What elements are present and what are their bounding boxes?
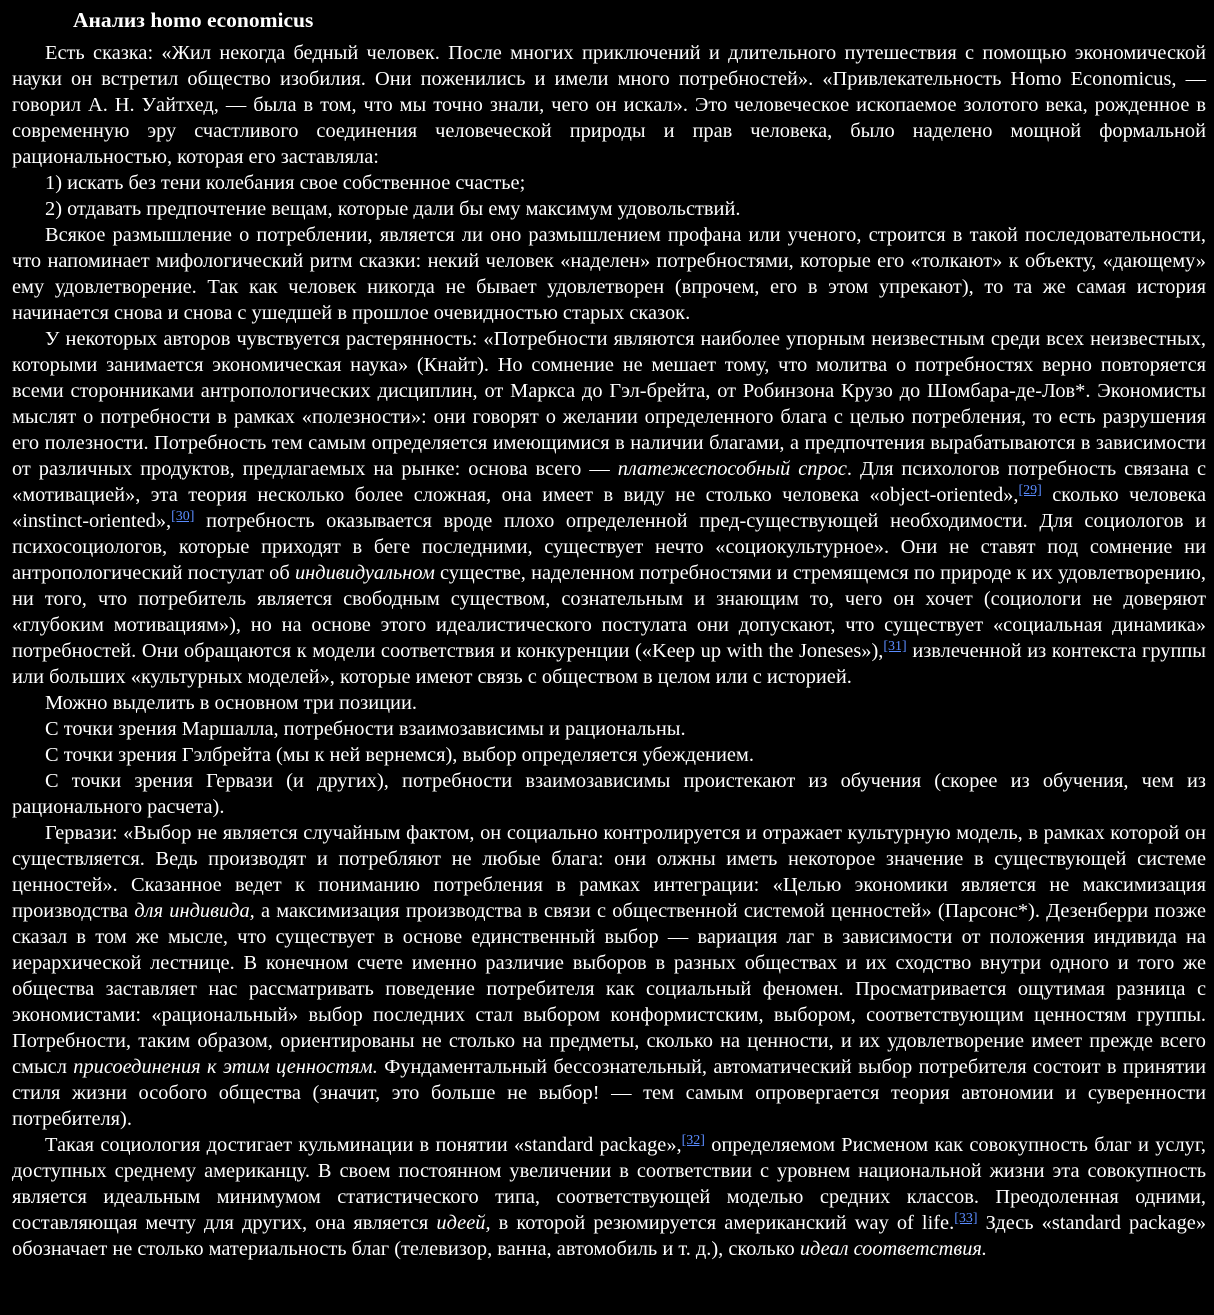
text-run: а максимизация производства в связи с общественной системой ценностей» (Парсонс*). Дезенберри позже сказал в том же мысле, что существует в основе единственный выбор — вариация лаг в зависимости от положения индивида на иерархической лестнице. В конечном счете именно различие выборов в разных обществах и их сходство внутри одного и того же общества заставляет нас рассматривать поведение потребителя как социальный феномен. Просматривается ощутимая разница с экономистами: «рациональный» выбор последних стал выбором конформистским, выбором, соответствующим ценностям группы. Потребности, таким образом, ориентированы не столько на предметы, сколько на ценности, и их удовлетворение имеет прежде всего смысл: [12, 900, 1207, 1078]
paragraph: [12, 742, 1206, 768]
footnote-ref: [682, 1133, 705, 1148]
italic-text: идеей,: [436, 1212, 491, 1234]
italic-text: присоединения к этим ценностям.: [73, 1056, 378, 1078]
text-run: 2) отдавать предпочтение вещам, которые дали бы ему максимум удовольствий.: [45, 198, 741, 220]
text-run: С точки зрения Маршалла, потребности взаимозависимы и рациональны.: [45, 718, 686, 740]
footnote-link[interactable]: [33]: [954, 1211, 978, 1226]
footnote-link[interactable]: [32]: [681, 1133, 705, 1148]
footnote-ref: [171, 509, 194, 524]
paragraph: [12, 1132, 1206, 1262]
text-run: Есть сказка: «Жил некогда бедный человек. После многих приключений и длительного путешествия с помощью экономической науки он встретил общество изобилия. Они поженились и имели много потребностей». «Привлекательность Homo Economicus, — говорил А. Н. Уайтхед, — была в том, что мы точно знали, чего он искал». Это человеческое ископаемое золотого века, рожденное в современную эру счастливого соединения человеческой природы и прав человека, было наделено мощной формальной рациональностью, которая его заставляла:: [12, 42, 1206, 168]
footnote-link[interactable]: [31]: [883, 639, 907, 654]
paragraph: [12, 768, 1206, 820]
italic-text: идеал соответствия.: [799, 1238, 987, 1260]
paragraph: [12, 196, 1206, 222]
footnote-link[interactable]: [30]: [171, 509, 195, 524]
text-run: Здесь «standard package» обозначает не столько материальность благ (телевизор, ванна, автомобиль и т. д.), сколько: [12, 1212, 1207, 1260]
text-run: сколько человека «instinct-oriented»,: [12, 484, 1206, 532]
text-run: С точки зрения Гервази (и других), потребности взаимозависимы проистекают из обучения (скорее из обучения, чем из рационального расчета).: [12, 770, 1206, 818]
footnote-ref: [1018, 483, 1041, 498]
text-run: определяемом Рисменом как совокупность благ и услуг, доступных среднему американцу. В своем постоянном увеличении в соответствии с уровнем национальной жизни эта совокупность является идеальным минимумом статистического типа, соответствующей моделью средних классов. Преодоленная одними, составляющая мечту для других, она является: [12, 1134, 1206, 1234]
paragraph: [12, 326, 1206, 690]
italic-text: индивидуальном: [294, 562, 435, 584]
text-run: потребность оказывается вроде плохо определенной пред-существующей необходимости. Для социологов и психосоциологов, которые приходят в беге последними, существует нечто «социокультурное». Они не ставят под сомнение ни антропологический постулат об: [12, 510, 1206, 584]
paragraph: [12, 40, 1206, 170]
text-run: С точки зрения Гэлбрейта (мы к ней вернемся), выбор определяется убеждением.: [45, 744, 754, 766]
paragraph: [12, 820, 1206, 1132]
text-run: Всякое размышление о потреблении, является ли оно размышлением профана или ученого, строится в такой последовательности, что напоминает мифологический ритм сказки: некий человек «наделен» потребностями, которые его «толкают» к объекту, «дающему» ему удовлетворение. Так как человек никогда не бывает удовлетворен (впрочем, его в этом упрекают), то та же самая история начинается снова и снова с ушедшей в прошлое очевидностью старых сказок.: [12, 224, 1206, 324]
text-run: Можно выделить в основном три позиции.: [45, 692, 417, 714]
paragraph: [12, 690, 1206, 716]
text-run: извлеченной из контекста группы или больших «культурных моделей», которые имеют связь с обществом в целом или с историей.: [12, 640, 1207, 688]
document-body: [12, 40, 1206, 1262]
footnote-link[interactable]: [29]: [1018, 483, 1042, 498]
text-run: Гервази: «Выбор не является случайным фактом, он социально контролируется и отражает культурную модель, в рамках которой он существляется. Ведь производят и потребляют не любые блага: они олжны иметь некоторое значение в существующей системе ценностей». Сказанное ведет к пониманию потребления в рамках интеграции: «Целью экономики является не максимизация производства: [12, 822, 1206, 922]
paragraph: [12, 222, 1206, 326]
text-run: У некоторых авторов чувствуется растерянность: «Потребности являются наиболее упорным неизвестным среди всех неизвестных, которыми занимается экономическая наука» (Кнайт). Но сомнение не мешает тому, что молитва о потребностях верно повторяется всеми сторонниками антропологических дисциплин, от Маркса до Гэл-брейта, от Робинзона Крузо до Шомбара-де-Лов*. Экономисты мыслят о потребности в рамках «полезности»: они говорят о желании определенного блага с целью потребления, то есть разрушения его полезности. Потребность тем самым определяется имеющимися в наличии благами, а предпочтения вырабатываются в зависимости от различных продуктов, предлагаемых на рынке: основа всего —: [12, 328, 1206, 480]
text-run: существе, наделенном потребностями и стремящемся по природе к их удовлетворению, ни того, что потребитель является свободным существом, сознательным и знающим то, чего он хочет (социологи не доверяют «глубоким мотивациям»), но на основе этого идеалистического постулата они допускают, что существует «социальная динамика» потребностей. Они обращаются к модели соответствия и конкуренции («Keep up with the Joneses»),: [12, 562, 1207, 662]
text-run: в которой резюмируется американский way of life.: [490, 1212, 955, 1234]
footnote-ref: [954, 1211, 977, 1226]
text-run: Фундаментальный бессознательный, автоматический выбор потребителя состоит в принятии стиля жизни особого общества (значит, это больше не выбор! — тем самым опровергается теория автономии и суверенности потребителя).: [12, 1056, 1206, 1130]
footnote-ref: [883, 639, 906, 654]
page-title: Анализ homo economicus: [73, 8, 314, 32]
paragraph: [12, 716, 1206, 742]
text-run: 1) искать без тени колебания свое собственное счастье;: [45, 172, 526, 194]
italic-text: платежеспособный спрос: [617, 458, 847, 480]
text-run: . Для психологов потребность связана с «мотивацией», эта теория несколько более сложная, она имеет в виду не столько человека «object-oriented»,: [12, 458, 1206, 506]
italic-text: для индивида,: [134, 900, 255, 922]
text-run: Такая социология достигает кульминации в понятии «standard package»,: [45, 1134, 682, 1156]
paragraph: [12, 170, 1206, 196]
